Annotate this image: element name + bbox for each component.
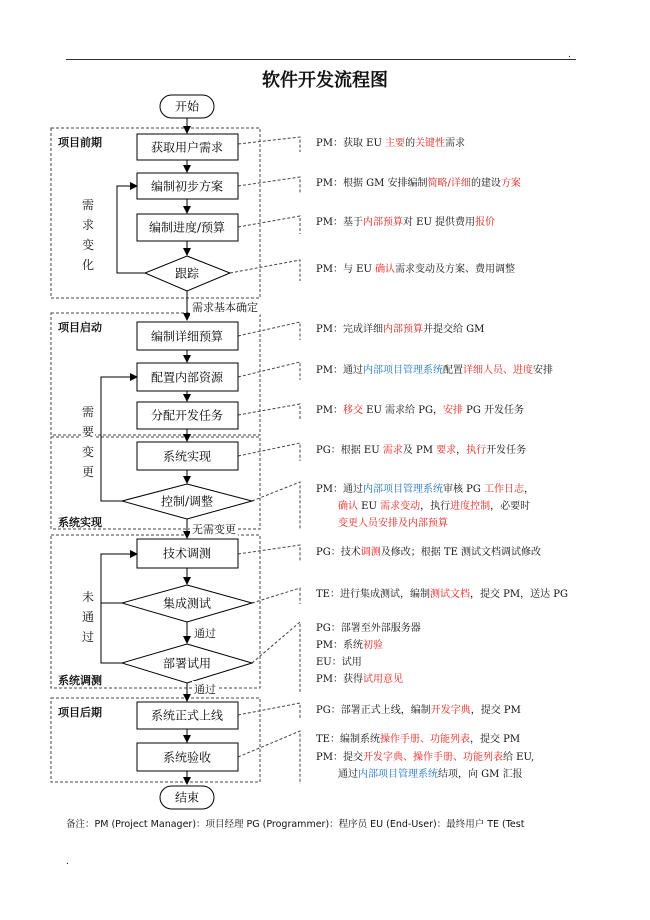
phase-label-test: 系统调测 <box>58 674 102 687</box>
note-line <box>316 364 553 378</box>
note-segment: ， <box>456 445 467 456</box>
note-segment: 需求 <box>445 138 466 149</box>
label-n3: 编制进度/预算 <box>148 220 226 235</box>
loop-label-requirement-change: 需 求 变 化 <box>81 198 94 272</box>
edge-label-requirements-confirmed: 需求基本确定 <box>192 301 258 314</box>
note-segment: 试用意见 <box>362 674 403 685</box>
loop-label-not-passed: 未 通 过 <box>81 590 94 644</box>
note-segment: ， <box>524 484 535 495</box>
note-segment: 初验 <box>362 640 383 651</box>
corner-dot: . <box>568 50 571 60</box>
note-segment: 开发字典 <box>430 705 471 716</box>
label-n9: 系统正式上线 <box>150 708 224 723</box>
corner-dot: . <box>66 857 69 867</box>
note-segment: 安排 <box>442 405 463 416</box>
note-segment: 通过 <box>338 769 358 780</box>
note-segment: 及 PM <box>402 445 437 456</box>
note-segment: PM：基于 <box>316 217 363 228</box>
label-d2: 控制/调整 <box>160 494 214 509</box>
label-n6: 分配开发任务 <box>150 408 224 423</box>
note-line <box>316 622 421 636</box>
label-d3: 集成测试 <box>162 596 212 611</box>
note-segment: 需求变动 <box>380 501 421 512</box>
note-segment: 操作手册、功能列表 <box>379 734 470 745</box>
note-line <box>316 177 521 191</box>
note-line <box>316 673 403 687</box>
note-segment: PM：完成详细 <box>316 324 383 335</box>
note-segment: PM：根据 GM 安排编制 <box>316 178 428 189</box>
note-segment: EU 需求给 PG， <box>362 405 443 416</box>
note-segment: 需求 <box>382 445 403 456</box>
note-segment: 配置 <box>442 365 463 376</box>
note-segment: 测试文档 <box>429 589 470 600</box>
note-line <box>316 733 520 747</box>
note-segment: PM：通过 <box>316 365 363 376</box>
note-segment: 执行 <box>466 445 487 456</box>
note-line <box>338 768 523 782</box>
note-segment: 内部项目管理系统 <box>362 484 443 495</box>
note-segment: 给 EU, <box>502 752 535 763</box>
note-segment: 要求 <box>436 445 457 456</box>
note-line <box>316 137 465 151</box>
note-line <box>316 588 568 602</box>
note-segment: 内部项目管理系统 <box>362 365 443 376</box>
note-segment: PG：部署正式上线，编制 <box>316 705 431 716</box>
note-segment: PM：提交 <box>316 752 363 763</box>
note-segment: ，提交 PM <box>470 705 521 716</box>
phase-label-impl: 系统实现 <box>58 516 102 529</box>
note-segment: 确认 <box>375 264 396 275</box>
note-segment: 的建设 <box>470 178 501 189</box>
note-line <box>316 656 362 670</box>
label-n4: 编制详细预算 <box>150 329 224 344</box>
note-line <box>316 263 515 277</box>
note-segment: TE：编制系统 <box>316 734 380 745</box>
note-segment: ，提交 PM，送达 PG <box>469 589 569 600</box>
diagram-title: 软件开发流程图 <box>262 70 388 91</box>
note-line <box>316 216 495 230</box>
label-n2: 编制初步方案 <box>150 179 224 194</box>
note-segment: 进度控制 <box>450 501 491 512</box>
note-segment: 及修改；根据 TE 测试文档调试修改 <box>380 547 542 558</box>
footer-legend: 备注：PM (Project Manager)：项目经理 PG (Programmer)：程序员 EU (End-User)：最终用户 TE (Test <box>66 819 525 830</box>
label-n5: 配置内部资源 <box>150 370 224 385</box>
loop-label-need-change: 需 要 变 更 <box>81 402 95 482</box>
note-segment: 需求变动及方案、费用调整 <box>395 264 516 275</box>
label-d4: 部署试用 <box>162 656 212 671</box>
note-segment: 移交 <box>342 405 363 416</box>
edge-label-passed-2: 通过 <box>194 683 216 696</box>
label-end: 结束 <box>174 790 200 805</box>
note-segment: 安排 <box>532 365 553 376</box>
edge-label-passed-1: 通过 <box>194 627 216 640</box>
note-segment: 详细人员、进度 <box>462 365 533 376</box>
label-n8: 技术调测 <box>162 546 212 561</box>
note-line <box>316 323 484 337</box>
phase-label-early: 项目前期 <box>58 136 102 149</box>
note-segment: 内部项目管理系统 <box>358 769 438 780</box>
note-segment: PM：获取 EU <box>316 138 386 149</box>
note-line <box>316 751 534 765</box>
note-segment: 变更人员安排及内部预算 <box>338 518 448 529</box>
label-start: 开始 <box>174 99 200 114</box>
note-segment: ，提交 PM <box>469 734 521 745</box>
phase-label-late: 项目后期 <box>58 706 102 719</box>
note-segment: PM：系统 <box>316 640 363 651</box>
note-segment: PG 开发任务 <box>462 405 525 416</box>
note-segment: 审核 PG <box>442 484 485 495</box>
note-segment: 方案 <box>500 178 521 189</box>
note-segment: PM：获得 <box>316 674 363 685</box>
note-segment: PG：部署至外部服务器 <box>316 623 421 634</box>
note-segment: EU：试用 <box>316 657 362 668</box>
note-segment: 开发任务 <box>486 445 527 456</box>
note-segment: 开发字典、操作手册、功能列表 <box>362 752 503 763</box>
note-segment: 并提交给 GM <box>422 324 485 335</box>
note-segment: PG：技术 <box>316 547 361 558</box>
note-segment: 报价 <box>475 217 496 228</box>
note-segment: ，执行 <box>420 501 451 512</box>
note-line <box>316 639 383 653</box>
label-n7: 系统实现 <box>162 449 212 464</box>
note-segment: 主要 <box>385 138 406 149</box>
note-line <box>316 404 524 418</box>
note-segment: 工作日志 <box>484 484 525 495</box>
note-line <box>338 500 530 514</box>
note-segment: 的 <box>405 138 416 149</box>
label-n10: 系统验收 <box>162 750 212 765</box>
note-segment: 内部预算 <box>362 217 403 228</box>
note-line <box>316 704 521 718</box>
note-segment: ，必要时 <box>490 501 531 512</box>
note-segment: 关键性 <box>415 138 446 149</box>
phase-label-start: 项目启动 <box>58 321 102 334</box>
note-segment: EU <box>358 501 381 512</box>
note-segment: TE：进行集成测试，编制 <box>316 589 430 600</box>
label-d1: 跟踪 <box>174 266 200 281</box>
note-segment: 简略/详细 <box>427 178 471 189</box>
note-segment: PM：通过 <box>316 484 363 495</box>
note-segment: 内部预算 <box>382 324 423 335</box>
edge-label-no-change: 无需变更 <box>192 523 236 536</box>
note-segment: 对 EU 提供费用 <box>402 217 476 228</box>
note-line <box>316 444 526 458</box>
note-segment: 确认 <box>338 501 358 512</box>
note-line <box>316 483 534 497</box>
note-segment: PM：与 EU <box>316 264 376 275</box>
note-segment: PM： <box>316 405 343 416</box>
note-segment: 调测 <box>360 547 381 558</box>
note-line <box>316 546 541 560</box>
note-line <box>338 517 448 531</box>
label-n1: 获取用户需求 <box>150 140 224 155</box>
note-segment: 结项，向 GM 汇报 <box>438 769 523 780</box>
note-segment: PG：根据 EU <box>316 445 383 456</box>
